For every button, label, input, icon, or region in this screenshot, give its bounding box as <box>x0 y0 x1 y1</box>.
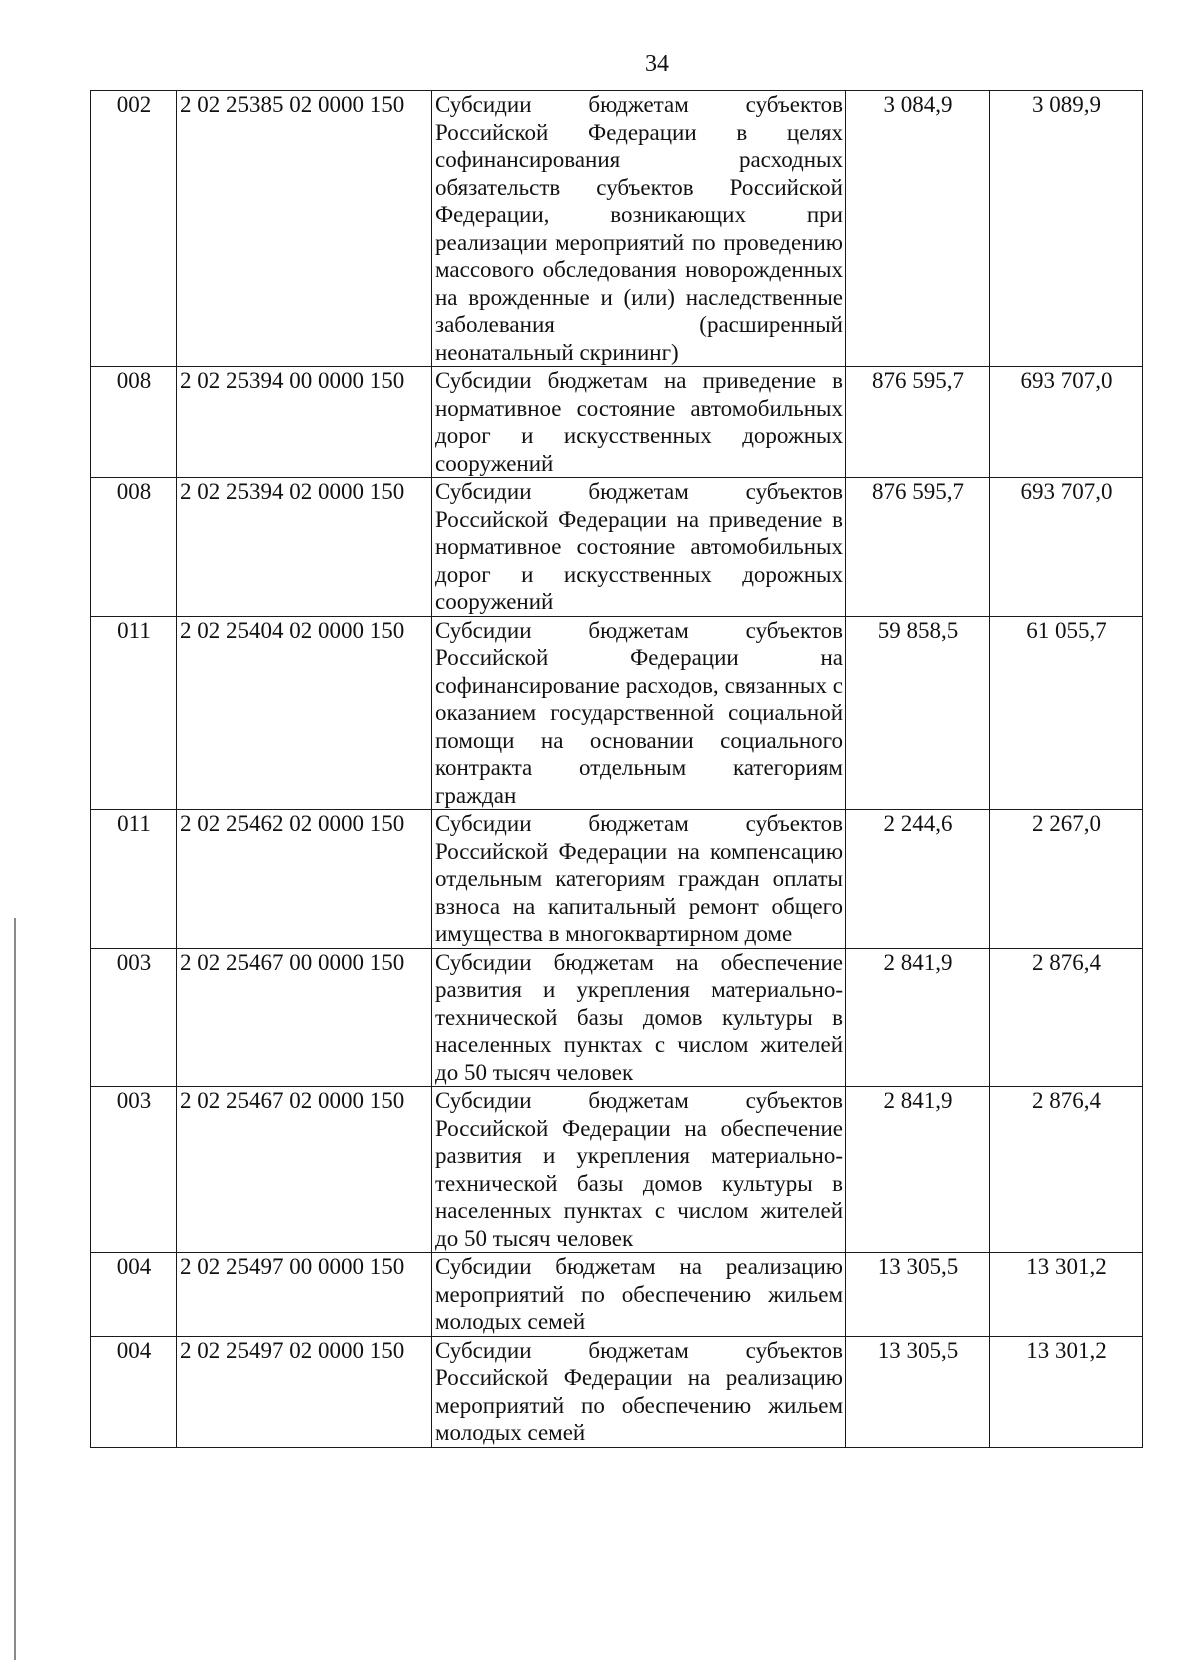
table-row <box>91 948 1143 1087</box>
amount-year2-cell: 13 301,2 <box>990 1253 1143 1337</box>
budget-code-cell: 2 02 25497 02 0000 150 <box>177 1336 432 1447</box>
revenue-name-cell: Субсидии бюджетам субъектов Российской Федерации на обеспечение развития и укрепления материально-технической базы домов культуры в населенных пунктах с числом жителей до 50 тысяч человек <box>432 1087 846 1253</box>
table-row <box>91 91 1143 367</box>
revenue-name-cell: Субсидии бюджетам на приведение в нормативное состояние автомобильных дорог и искусственных дорожных сооружений <box>432 367 846 478</box>
table-row <box>91 1336 1143 1447</box>
amount-year2-cell: 2 876,4 <box>990 948 1143 1087</box>
admin-code-cell: 011 <box>91 810 177 949</box>
amount-year1-cell: 2 244,6 <box>846 810 990 949</box>
budget-code-cell: 2 02 25467 02 0000 150 <box>177 1087 432 1253</box>
revenue-name-cell: Субсидии бюджетам субъектов Российской Федерации на компенсацию отдельным категориям граждан оплаты взноса на капитальный ремонт общего имущества в многоквартирном доме <box>432 810 846 949</box>
amount-year1-cell: 13 305,5 <box>846 1336 990 1447</box>
budget-code-cell: 2 02 25497 00 0000 150 <box>177 1253 432 1337</box>
revenue-name-cell: Субсидии бюджетам субъектов Российской Федерации на приведение в нормативное состояние автомобильных дорог и искусственных дорожных сооружений <box>432 478 846 617</box>
table-row <box>91 1253 1143 1337</box>
budget-code-cell: 2 02 25467 00 0000 150 <box>177 948 432 1087</box>
budget-revenue-table <box>90 90 1143 1448</box>
table-row <box>91 616 1143 810</box>
amount-year1-cell: 3 084,9 <box>846 91 990 367</box>
budget-code-cell: 2 02 25404 02 0000 150 <box>177 616 432 810</box>
amount-year1-cell: 13 305,5 <box>846 1253 990 1337</box>
amount-year2-cell: 61 055,7 <box>990 616 1143 810</box>
revenue-name-cell: Субсидии бюджетам субъектов Российской Федерации в целях софинансирования расходных обязательств субъектов Российской Федерации, возникающих при реализации мероприятий по проведению массового обследования новорожденных на врожденные и (или) наследственные заболевания (расширенный неонатальный скрининг) <box>432 91 846 367</box>
amount-year1-cell: 2 841,9 <box>846 1087 990 1253</box>
admin-code-cell: 011 <box>91 616 177 810</box>
budget-code-cell: 2 02 25394 00 0000 150 <box>177 367 432 478</box>
admin-code-cell: 003 <box>91 948 177 1087</box>
amount-year2-cell: 2 267,0 <box>990 810 1143 949</box>
admin-code-cell: 002 <box>91 91 177 367</box>
revenue-name-cell: Субсидии бюджетам субъектов Российской Федерации на реализацию мероприятий по обеспечению жильем молодых семей <box>432 1336 846 1447</box>
table-row <box>91 1087 1143 1253</box>
revenue-name-cell: Субсидии бюджетам на реализацию мероприятий по обеспечению жильем молодых семей <box>432 1253 846 1337</box>
amount-year2-cell: 693 707,0 <box>990 478 1143 617</box>
scan-edge-line <box>14 918 16 1660</box>
admin-code-cell: 004 <box>91 1336 177 1447</box>
budget-code-cell: 2 02 25394 02 0000 150 <box>177 478 432 617</box>
admin-code-cell: 004 <box>91 1253 177 1337</box>
amount-year1-cell: 2 841,9 <box>846 948 990 1087</box>
table-row <box>91 478 1143 617</box>
amount-year2-cell: 3 089,9 <box>990 91 1143 367</box>
page-number: 34 <box>645 51 669 77</box>
budget-code-cell: 2 02 25462 02 0000 150 <box>177 810 432 949</box>
revenue-name-cell: Субсидии бюджетам субъектов Российской Федерации на софинансирование расходов, связанных с оказанием государственной социальной помощи на основании социального контракта отдельным категориям граждан <box>432 616 846 810</box>
table-row <box>91 810 1143 949</box>
amount-year2-cell: 693 707,0 <box>990 367 1143 478</box>
amount-year2-cell: 2 876,4 <box>990 1087 1143 1253</box>
table-row <box>91 367 1143 478</box>
budget-code-cell: 2 02 25385 02 0000 150 <box>177 91 432 367</box>
admin-code-cell: 003 <box>91 1087 177 1253</box>
admin-code-cell: 008 <box>91 478 177 617</box>
amount-year1-cell: 876 595,7 <box>846 367 990 478</box>
amount-year1-cell: 59 858,5 <box>846 616 990 810</box>
revenue-name-cell: Субсидии бюджетам на обеспечение развития и укрепления материально-технической базы домов культуры в населенных пунктах с числом жителей до 50 тысяч человек <box>432 948 846 1087</box>
amount-year2-cell: 13 301,2 <box>990 1336 1143 1447</box>
amount-year1-cell: 876 595,7 <box>846 478 990 617</box>
admin-code-cell: 008 <box>91 367 177 478</box>
